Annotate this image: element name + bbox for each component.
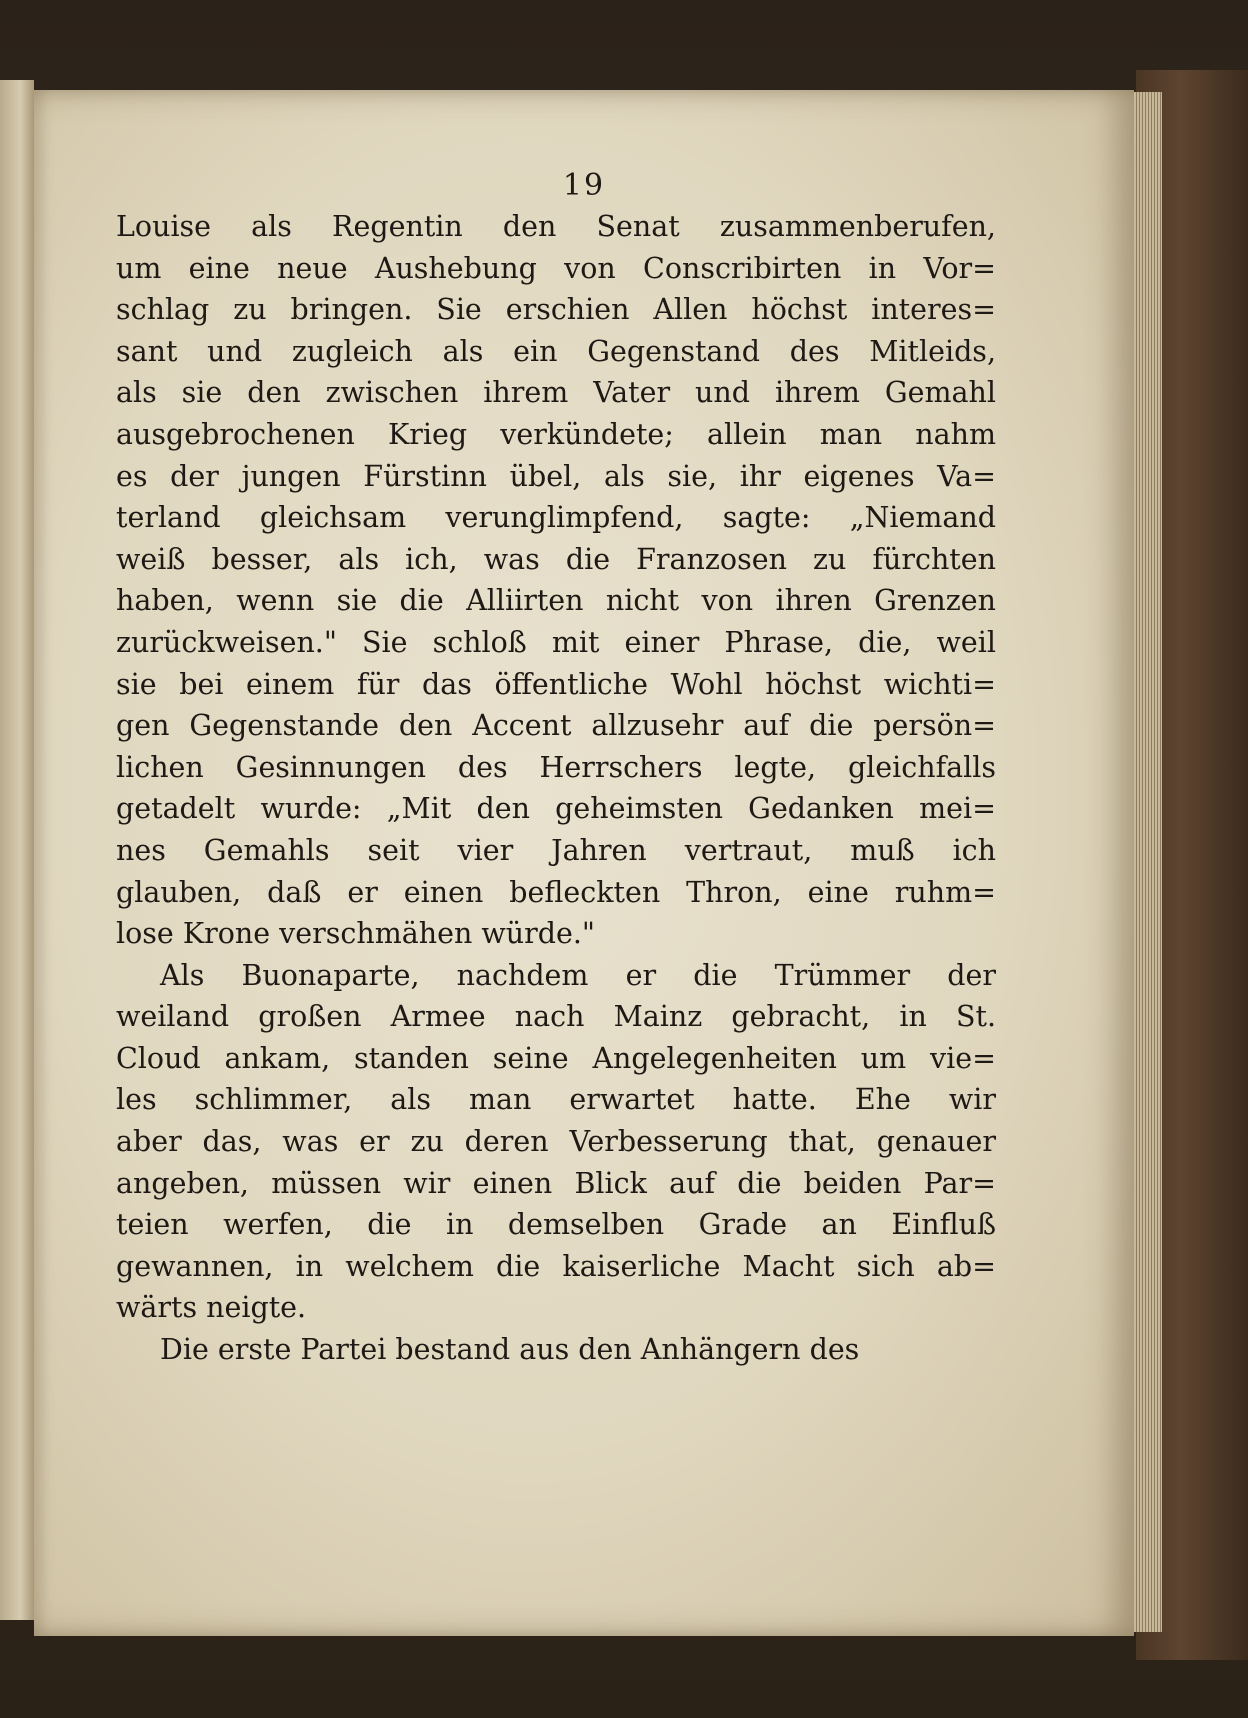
text-line: nes Gemahls seit vier Jahren vertraut, muß ich bbox=[116, 833, 996, 867]
text-line: wärts neigte. bbox=[116, 1291, 307, 1325]
text-line: weiland großen Armee nach Mainz gebracht, in St. bbox=[116, 1000, 996, 1034]
paragraph bbox=[116, 206, 996, 955]
text-line: gen Gegenstande den Accent allzusehr auf die persön= bbox=[116, 709, 996, 743]
book-page bbox=[34, 90, 1134, 1636]
text-line: Die erste Partei bestand aus den Anhängern des bbox=[160, 1333, 860, 1367]
page-text bbox=[116, 206, 996, 1371]
text-line: glauben, daß er einen befleckten Thron, eine ruhm= bbox=[116, 875, 996, 909]
text-line: um eine neue Aushebung von Conscribirten in Vor= bbox=[116, 251, 996, 285]
text-line: sant und zugleich als ein Gegenstand des Mitleids, bbox=[116, 334, 996, 368]
text-line: sie bei einem für das öffentliche Wohl höchst wichti= bbox=[116, 667, 996, 701]
text-line: aber das, was er zu deren Verbesserung that, genauer bbox=[116, 1125, 996, 1159]
text-line: als sie den zwischen ihrem Vater und ihrem Gemahl bbox=[116, 376, 996, 410]
text-line: lichen Gesinnungen des Herrschers legte, gleichfalls bbox=[116, 750, 996, 784]
text-line: haben, wenn sie die Alliirten nicht von ihren Grenzen bbox=[116, 584, 996, 618]
text-line: les schlimmer, als man erwartet hatte. Ehe wir bbox=[116, 1083, 996, 1117]
text-line: Als Buonaparte, nachdem er die Trümmer der bbox=[160, 958, 996, 992]
text-line: es der jungen Fürstinn übel, als sie, ihr eigenes Va= bbox=[116, 459, 996, 493]
page-edges bbox=[1134, 92, 1162, 1632]
text-line: weiß besser, als ich, was die Franzosen zu fürchten bbox=[116, 542, 996, 576]
text-line: Cloud ankam, standen seine Angelegenheiten um vie= bbox=[116, 1041, 996, 1075]
text-line: teien werfen, die in demselben Grade an Einfluß bbox=[116, 1208, 996, 1242]
text-line: ausgebrochenen Krieg verkündete; allein man nahm bbox=[116, 417, 996, 451]
text-line: lose Krone verschmähen würde." bbox=[116, 917, 596, 951]
text-line: getadelt wurde: „Mit den geheimsten Gedanken mei= bbox=[116, 792, 996, 826]
text-line: schlag zu bringen. Sie erschien Allen höchst interes= bbox=[116, 293, 996, 327]
page-number: 19 bbox=[562, 168, 606, 203]
text-line: angeben, müssen wir einen Blick auf die beiden Par= bbox=[116, 1166, 996, 1200]
text-line: gewannen, in welchem die kaiserliche Macht sich ab= bbox=[116, 1249, 996, 1283]
paragraph bbox=[116, 955, 996, 1329]
previous-page-edge bbox=[0, 80, 34, 1620]
paragraph bbox=[116, 1329, 996, 1371]
text-line: Louise als Regentin den Senat zusammenberufen, bbox=[116, 210, 996, 243]
text-line: zurückweisen." Sie schloß mit einer Phrase, die, weil bbox=[116, 625, 996, 659]
text-line: terland gleichsam verunglimpfend, sagte: „Niemand bbox=[116, 501, 996, 535]
